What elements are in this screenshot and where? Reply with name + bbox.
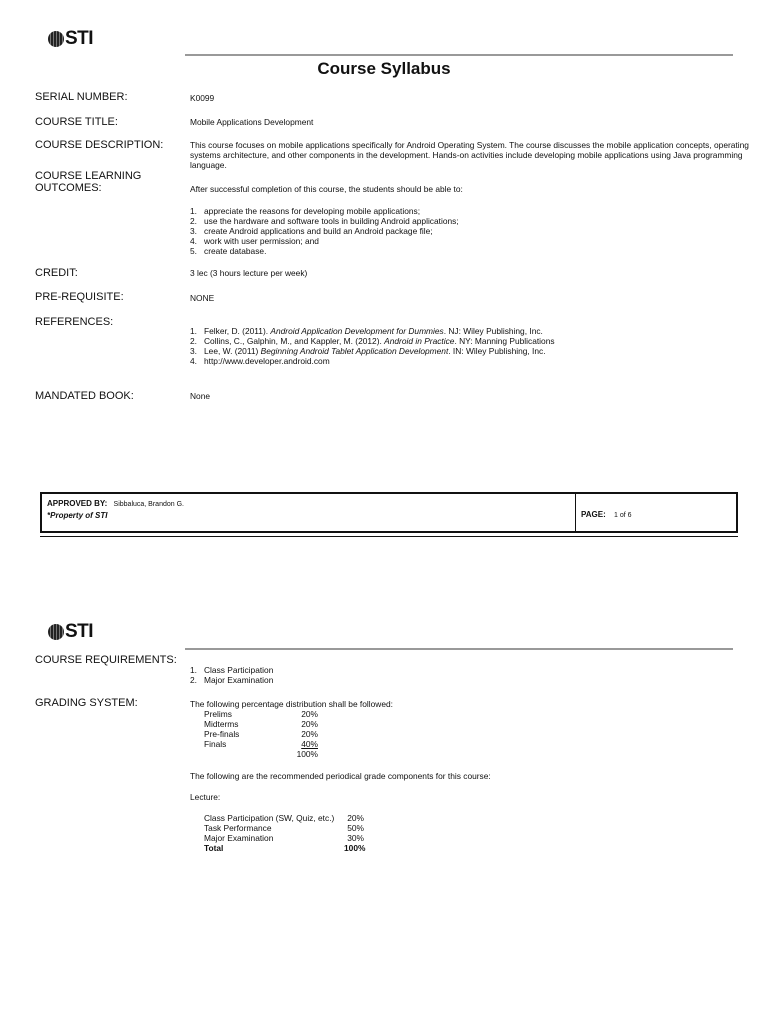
list-item: 1. appreciate the reasons for developing mobile applications; — [190, 206, 421, 216]
sti-logo — [48, 28, 93, 50]
logo-text: STI — [65, 621, 94, 642]
list-item: 3. Lee, W. (2011) Beginning Android Tablet Application Development. IN: Wiley Publishing, Inc. — [190, 346, 546, 356]
list-item: 2. Major Examination — [190, 675, 274, 685]
serial-value: K0099 — [190, 93, 215, 103]
outcomes-intro: After successful completion of this course, the students should be able to: — [190, 184, 463, 194]
references-list — [190, 326, 555, 366]
table-row: Midterms 20% — [204, 719, 318, 729]
table-row: Pre-finals 20% — [204, 729, 318, 739]
table-row: Task Performance 50% — [204, 823, 364, 833]
course-title-value: Mobile Applications Development — [190, 117, 314, 127]
sti-logo-page2 — [48, 621, 93, 643]
footer-divider — [575, 494, 576, 531]
approved-by — [47, 499, 184, 508]
footer-rule — [40, 536, 738, 537]
approved-label: APPROVED BY: — [47, 499, 108, 508]
header-rule — [185, 54, 733, 56]
lecture-table — [204, 813, 364, 853]
header-rule-page2 — [185, 648, 733, 650]
table-row: Finals 40% — [204, 739, 318, 749]
list-item: 2. use the hardware and software tools in building Android applications; — [190, 216, 459, 226]
grading-total-row — [204, 749, 318, 759]
outcomes-label-line1: COURSE LEARNING — [35, 170, 142, 182]
approved-name: Sibbaluca, Brandon G. — [113, 501, 184, 508]
grading-intro: The following percentage distribution shall be followed: — [190, 699, 393, 709]
grading-total: 100% — [296, 749, 318, 759]
outcomes-label-line2: OUTCOMES: — [35, 182, 102, 194]
requirements-list — [190, 665, 273, 685]
references-label: REFERENCES: — [35, 316, 114, 328]
outcomes-list — [190, 206, 459, 256]
grading-label: GRADING SYSTEM: — [35, 697, 138, 709]
page-title: Course Syllabus — [317, 59, 451, 78]
globe-icon — [48, 31, 64, 47]
globe-icon — [48, 624, 64, 640]
list-item: 3. create Android applications and build an Android package file; — [190, 226, 433, 236]
grading-table — [204, 709, 318, 759]
list-item: 1. Class Participation — [190, 665, 274, 675]
page-value: 1 of 6 — [613, 512, 632, 519]
logo-text: STI — [65, 28, 94, 49]
lecture-label: Lecture: — [190, 792, 221, 802]
requirements-label: COURSE REQUIREMENTS: — [35, 654, 177, 666]
description-value: This course focuses on mobile applications specifically for Android Operating System. The course discusses the mobile application concepts, operating systems architecture, and other components in the development. Hands-on activities include developing mobile applications using Java programming language. — [190, 140, 749, 170]
list-item: 4. work with user permission; and — [190, 236, 319, 246]
list-item: 4. http://www.developer.android.com — [190, 356, 330, 366]
table-row: Major Examination 30% — [204, 833, 364, 843]
mandated-label: MANDATED BOOK: — [35, 390, 134, 402]
table-row: Prelims 20% — [204, 709, 318, 719]
property-note: *Property of STI — [47, 511, 108, 520]
lecture-total-row: Total 100% — [204, 843, 366, 853]
course-title-label: COURSE TITLE: — [35, 116, 118, 128]
list-item: 5. create database. — [190, 246, 267, 256]
mandated-value: None — [190, 391, 211, 401]
list-item: 1. Felker, D. (2011). Android Application Development for Dummies. NJ: Wiley Publishing, Inc. — [190, 326, 543, 336]
page-indicator — [581, 510, 632, 519]
table-row: Class Participation (SW, Quiz, etc.) 20% — [204, 813, 364, 823]
components-intro: The following are the recommended periodical grade components for this course: — [190, 771, 491, 781]
serial-label: SERIAL NUMBER: — [35, 91, 128, 103]
list-item: 2. Collins, C., Galphin, M., and Kappler, M. (2012). Android in Practice. NY: Manning Publications — [190, 336, 555, 346]
description-label: COURSE DESCRIPTION: — [35, 139, 164, 151]
prereq-value: NONE — [190, 293, 215, 303]
credit-label: CREDIT: — [35, 267, 78, 279]
page-label: PAGE: — [581, 510, 606, 519]
prereq-label: PRE-REQUISITE: — [35, 291, 124, 303]
credit-value: 3 lec (3 hours lecture per week) — [190, 268, 308, 278]
footer-box — [40, 492, 738, 533]
